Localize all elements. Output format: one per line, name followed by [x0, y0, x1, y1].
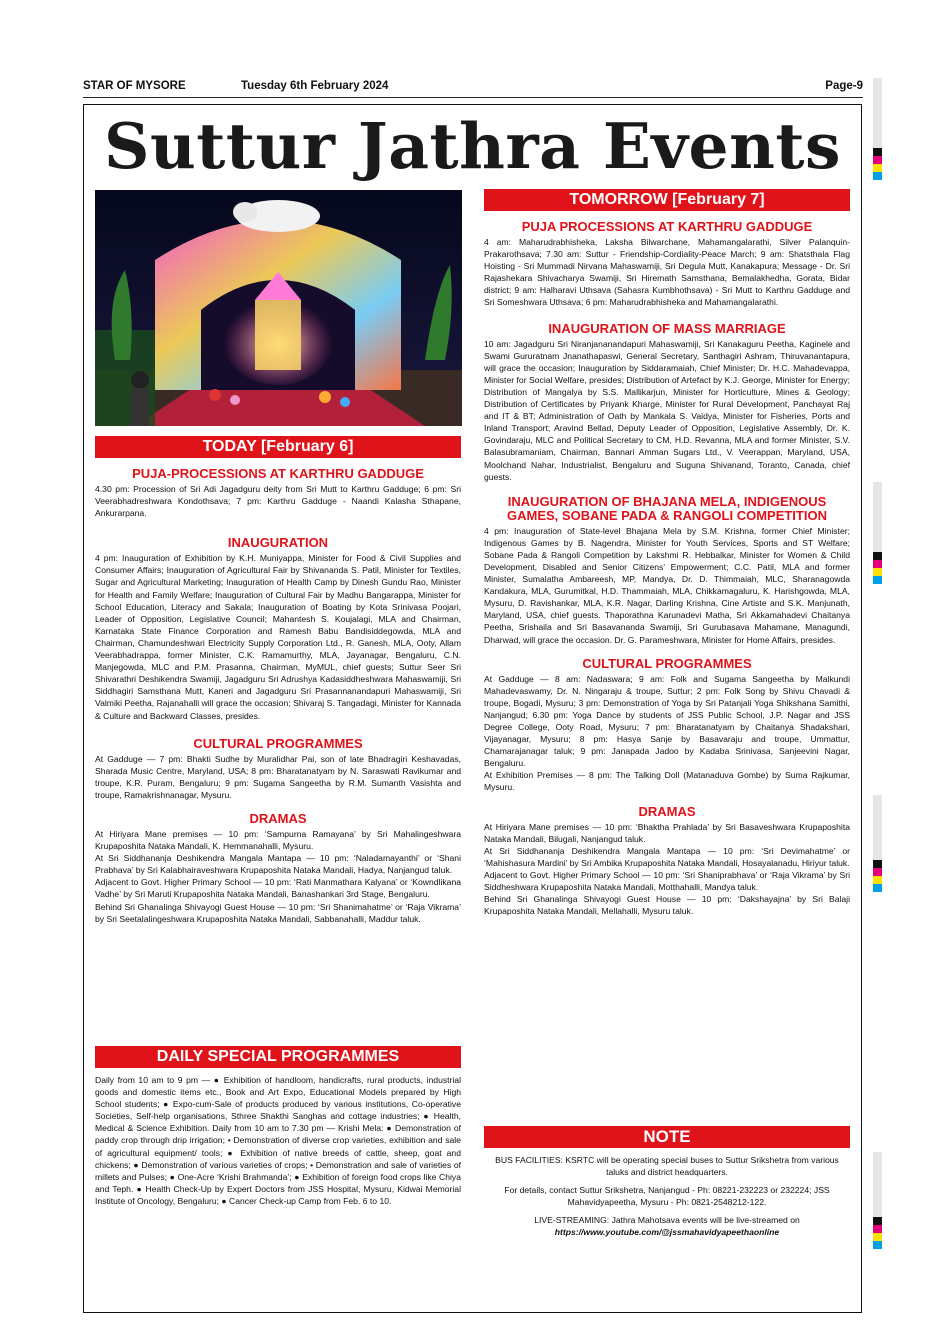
registration-black	[873, 148, 882, 156]
registration-strip	[873, 78, 882, 148]
today-cultural-heading: CULTURAL PROGRAMMES	[193, 735, 363, 751]
illuminated-gate-illustration	[95, 190, 462, 426]
note-box	[484, 1126, 850, 1239]
tomorrow-puja-heading: PUJA PROCESSIONS AT KARTHRU GADDUGE	[521, 219, 813, 234]
registration-cyan	[873, 1241, 882, 1249]
tomorrow-column	[484, 189, 850, 917]
daily-text: Daily from 10 am to 9 pm — ● Exhibition of handloom, handicrafts, rural products, industrial goods and domestic items etc., Book and Art Expo, Educational Models prepared by High School students; ● Expo-cum-Sale of products produced by various institutions, Co-operative Societies, Self-help organisations, Sthree Shakthi Sanghas and cottage industries; ● Health, Medical & Science Exhibition. Daily from 10 am to 7.30 pm — Krishi Mela: ● Demonstration of paddy crop through drip irrigation; • Demonstration of diverse crop varieties, exhibition and sale of agricultural equipment/ tools; ● Exhibition of native breeds of cattle, sheep, goat and chickens; ● Demonstration of various varieties of crops; • Demonstration and sale of varieties of millets and Pulses; ● One-Acre ‘Krishi Brahmanda’; ● Exhibition of foreign food crops like Chiya and Teph. ● Health Check-Up by Expert Doctors from JSS Hospital, Mysuru, Kidwai Memorial Institute of Oncology, Bengaluru; ● Cancer Check-up Camp from Feb. 6 to 10.	[95, 1075, 461, 1206]
registration-magenta	[873, 560, 882, 568]
tomorrow-cultural-exhibition-text: At Exhibition Premises — 8 pm: The Talking Doll (Matanaduva Gombe) by Suma Rajkumar, Mysuru.	[484, 770, 850, 793]
tomorrow-cultural-heading: CULTURAL PROGRAMMES	[582, 655, 752, 671]
youtube-link[interactable]: https://www.youtube.com/@jssmahavidyapeethaonline	[554, 1227, 780, 1238]
today-inauguration-heading: INAUGURATION	[227, 535, 329, 551]
bus-facilities-text: BUS FACILITIES: KSRTC will be operating special buses to Suttur Srikshetra from various taluks and district headquarters.	[495, 1155, 839, 1178]
tomorrow-puja-text: 4 am: Maharudrabhisheka, Laksha Bilwarchane, Mahamangalarathi, Silver Palanquin-Prakarothsava; 7.30 am: Suttur - Friendship-Cordiality-Peace March; 9 am: Shatsthala Flag Hoisting - Sri Mummadi Nirvana Mahaswamiji, Sri Degula Mutt, Kanakapura; Message - Dr. Sri Rajashekara Shivacharya Swamiji, Sri Hiremath Samsthana, Bemalakhedha, Gorata, Bidar district; 9 am: Halharavi Uthsava (Sahasra Kumbhothsava) - Sri Mutt to Karthru Gadduge and Sri Someshwara Uthsava; 6 pm: Maharudrabhisheka and Mahamangalarathi.	[484, 237, 850, 308]
contact-text: For details, contact Suttur Srikshetra, Nanjangud - Ph: 08221-232223 or 232224; JSS Mahavidyapeetha, Mysuru - Ph: 0821-2548212-122.	[504, 1185, 830, 1208]
registration-yellow	[873, 1233, 882, 1241]
issue-date: Tuesday 6th February 2024	[241, 80, 389, 92]
newspaper-name: STAR OF MYSORE	[83, 80, 186, 92]
registration-cyan	[873, 576, 882, 584]
tomorrow-drama-item: At Sri Siddhananja Deshikendra Mangala Mantapa — 10 pm: ‘Sri Devimahatme’ or ‘Mahishasura Mardini’ by Sri Ambika Krupaposhita Nataka Mandali, Hosayalanadu, Hiriyur taluk.	[484, 845, 850, 868]
daily-heading: DAILY SPECIAL PROGRAMMES	[95, 1046, 461, 1068]
today-puja-text: 4.30 pm: Procession of Sri Adi Jagadguru deity from Sri Mutt to Karthru Gadduge; 6 pm: Sri Veerabhadreshwara Kondothsava; 7 pm: Karthru Gadduge - Naandi Kalasha Sthapane, Ankurarpana.	[95, 484, 461, 519]
today-drama-item: Behind Sri Ghanalinga Shivayogi Guest House — 10 pm: ‘Sri Shanimahatme’ or ‘Raja Vikrama’ by Sri Seetalalingeshwara Krupaposhita Nataka Mandali, Sabbanahalli, Maddur taluk.	[95, 901, 461, 924]
registration-black	[873, 552, 882, 560]
registration-yellow	[873, 876, 882, 884]
tomorrow-marriage-text: 10 am: Jagadguru Sri Niranjananandapuri Mahaswamiji, Sri Kanakaguru Peetha, Kaginele and Swami Gururatnam Jnanathapaswi, General Secretary, Santhagiri Ashram, Thiruvanantapura, will grace the occasion; Inauguration by Siddaramaiah, Chief Minister; Dr. H.C. Mahadevappa, Minister for Social Welfare, presides; Distribution of Artefact by K.J. George, Minister for Energy; Distribution of Mangalya by S.S. Mallikarjun, Minister for Horticulture, Mines & Geology; Distribution of Certificates by Priyank Kharge, Minister for Rural Development, Panchayat Raj and IT & BT; Administration of Oath by Mankala S. Vaidya, Minister for Fisheries, Ports and Inland Transport; Aravind Bellad, Deputy Leader of Opposition, Legislative Assembly, Dr. K. Govindaraju, MLC and Political Secretary to CM, H.D. Revanna, MLA and former Minister, S.V. Balasubramaniam, Chairman, Bannari Amman Sugars Ltd., V. Veerappan, Maryland, USA, Moolchand Nahar, Industrialist, Bengaluru and Suguna Shivanand, Toranto, Canada, chief guests.	[484, 338, 850, 482]
today-column	[95, 436, 461, 925]
note-heading: NOTE	[484, 1126, 850, 1148]
registration-strip	[873, 795, 882, 860]
registration-cyan	[873, 172, 882, 180]
registration-black	[873, 860, 882, 868]
tomorrow-drama-item: At Hiriyara Mane premises — 10 pm: ‘Bhaktha Prahlada’ by Sri Basaveshwara Krupaposhita Nataka Mandali, Bilugali, Nanjangud taluk.	[484, 821, 850, 844]
today-puja-heading: PUJA-PROCESSIONS AT KARTHRU GADDUGE	[132, 466, 424, 481]
registration-strip	[873, 1152, 882, 1217]
daily-column	[95, 1046, 461, 1207]
registration-cyan	[873, 884, 882, 892]
tomorrow-bhajana-text: 4 pm: Inauguration of State-level Bhajana Mela by S.M. Krishna, former Chief Minister; Indigenous Games by B. Nagendra, Minister for Youth Services, Sports and ST Welfare; Sobane Pada & Rangoli Competition by Lakshmi R. Hebbalkar, Minister for Women & Child Development, Disabled and Senior Citizens’ Empowerment; C.C. Patil, MLA and former Minister, Sumalatha Ambareesh, MP, Mandya, Dr. D. Thimmaiah, MLC, Sharanagowda Kandakura, MLA, Gurumitkal, H.D. Thammaiah, MLA, Chikkamagaluru, K. Harishgowda, MLA, Mysuru, D. Ravishankar, MLA, K.R. Nagar, Darling Krishna, Cine Artiste and S.K. Manjunath, Maryland, USA, chief guests. Thaporathna Karunadevi Matha, Sri Akkamahadevi Chaitanya Peetha, Srishaila and Sri Basavananda Swamiji, Sri Gurubasava Mahamane, Managundi, Dharwad, will grace the occasion. Dr. G. Parameshwara, Minister for Home Affairs, presides.	[484, 525, 850, 645]
today-drama-item: Adjacent to Govt. Higher Primary School — 10 pm: ‘Rati Manmathara Kalyana’ or ‘Kowndlikana Vadhe’ by Sri Maruti Krupaposhita Nataka Mandali, Banashankari 3rd Stage, Bengaluru.	[95, 877, 461, 900]
registration-strip	[873, 482, 882, 552]
today-dramas-heading: DRAMAS	[249, 810, 307, 826]
tomorrow-bhajana-heading: INAUGURATION OF BHAJANA MELA, INDIGENOUS GAMES, SOBANE PADA & RANGOLI COMPETITION	[507, 493, 827, 523]
registration-yellow	[873, 164, 882, 172]
registration-black	[873, 1217, 882, 1225]
tomorrow-dramas-heading: DRAMAS	[638, 803, 696, 819]
tomorrow-heading: TOMORROW [February 7]	[484, 189, 850, 211]
registration-magenta	[873, 156, 882, 164]
masthead-rule	[83, 97, 863, 98]
tomorrow-marriage-heading: INAUGURATION OF MASS MARRIAGE	[548, 320, 786, 336]
today-drama-item: At Sri Siddhananja Deshikendra Mangala Mantapa — 10 pm: ‘Naladamayanthi’ or ‘Shani Prabhava’ by Sri Kalabhairaveshwara Krupaposhita Nataka Mandali, Hadya, Nanjangud taluk.	[95, 853, 461, 876]
tomorrow-drama-item: Adjacent to Govt. Higher Primary School — 10 pm: ‘Sri Shaniprabhava’ or ‘Raja Vikrama’ by Sri Siddheshwara Krupaposhita Nataka Mandali, Motthahalli, Mandya taluk.	[484, 869, 850, 893]
today-heading: TODAY [February 6]	[95, 436, 461, 458]
registration-yellow	[873, 568, 882, 576]
today-drama-item: At Hiriyara Mane premises — 10 pm: ‘Sampurna Ramayana’ by Sri Mahalingeshwara Krupaposhita Nataka Mandali, K. Hemmanahalli, Mysuru.	[95, 828, 461, 852]
page-title: Suttur Jathra Events	[104, 109, 841, 183]
today-cultural-text: At Gadduge — 7 pm: Bhakti Sudhe by Muralidhar Pai, son of late Bhadragiri Keshavadas, Sharada Music Centre, Maryland, USA; 8 pm: Bharatanatyam by N. Saraswati Ravikumar and troupe, K.R. Puram, Bengaluru; 9 pm: Sugama Sangeetha by R.M. Sumanth Vasishta and troupe, Ramakrishnanagar, Mysuru.	[95, 753, 461, 800]
today-inauguration-text: 4 pm: Inauguration of Exhibition by K.H. Muniyappa, Minister for Food & Civil Supplies and Consumer Affairs; Inauguration of Agricultural Fair by Shivananda S. Patil, Minister for Textiles, Sugar and Agricultural Marketing; Inauguration of Health Camp by Dinesh Gundu Rao, Minister for Health and Family Welfare; Inauguration of Cultural Fair by Madhu Bangarappa, Minister for School Education, Literacy and Sakala; Inauguration of Boating by Kota Srinivasa Poojari, Leader of Opposition, Legislative Council; Mahantesh S. Koujalagi, MLA and Chairman, Karnataka State Finance Corporation and Ramesh Babu Bandisiddegowda, MLA and Chairman, Chamundeshwari Electricity Supply Corporation Ltd., R. Ganesh, MLA, Ooty, Allam Veerabhadrappa, former Minister, C.K. Ramamurthy, MLA, Jayanagar, Bengaluru, C.N. Manjegowda, MLC and P.M. Prasanna, Chairman, MyMUL, chief guests; Suttur Seer Sri Shivarathri Deshikendra Swamiji, Jagadguru Sri Adrushya Kadasiddheshwara Mahaswamiji, Sri Siddhagiri Samsthana Mutt, Kaneri and Jagadguru Sri Prasannanandapuri Mahaswamiji, Sri Valmiki Peetha, Rajanahalli will grace the occasion; Shivaraj S. Tangadagi, Minister for Kannada & Culture and Backward Classes, presides.	[95, 553, 461, 721]
registration-magenta	[873, 1225, 882, 1233]
masthead	[83, 78, 863, 96]
live-streaming-text: LIVE-STREAMING: Jathra Mahotsava events will be live-streamed on	[534, 1215, 800, 1226]
tomorrow-cultural-text: At Gadduge — 8 am: Nadaswara; 9 am: Folk and Sugama Sangeetha by Malkundi Mahadevaswamy, Dr. N. Ningaraju & troupe, Suttur; 2 pm: Folk Song by Shivu Chavadi & troupe, Bogadi, Mysuru; 3 pm: Demonstration of Yoga by Sri Patanjali Yoga Shikshana Samithi, Nanjangud; 6.30 pm: Yoga Dance by students of JSS Public School, J.P. Nagar and JSS Degree College, Ooty Road, Mysuru; 7 pm: Bharatanatyam by Chaitanya Shadakshari, Vijayanagar, Mysuru; 8 pm: Hasya Sanje by Basavaraju and troupe, Ummattur, Chamarajanagar taluk; 9 pm: Janapada Jadoo by Kadaba Srinivasa, Sanjeevini Nagar, Bengaluru.	[484, 673, 850, 769]
tomorrow-drama-item: Behind Sri Ghanalinga Shivayogi Guest House — 10 pm: ‘Dakshayajna’ by Sri Balaji Krupaposhita Nataka Mandali, Mellahalli, Mysuru taluk.	[484, 894, 850, 917]
page-number: Page-9	[825, 80, 863, 92]
jathra-gate-photo	[95, 190, 462, 426]
registration-magenta	[873, 868, 882, 876]
